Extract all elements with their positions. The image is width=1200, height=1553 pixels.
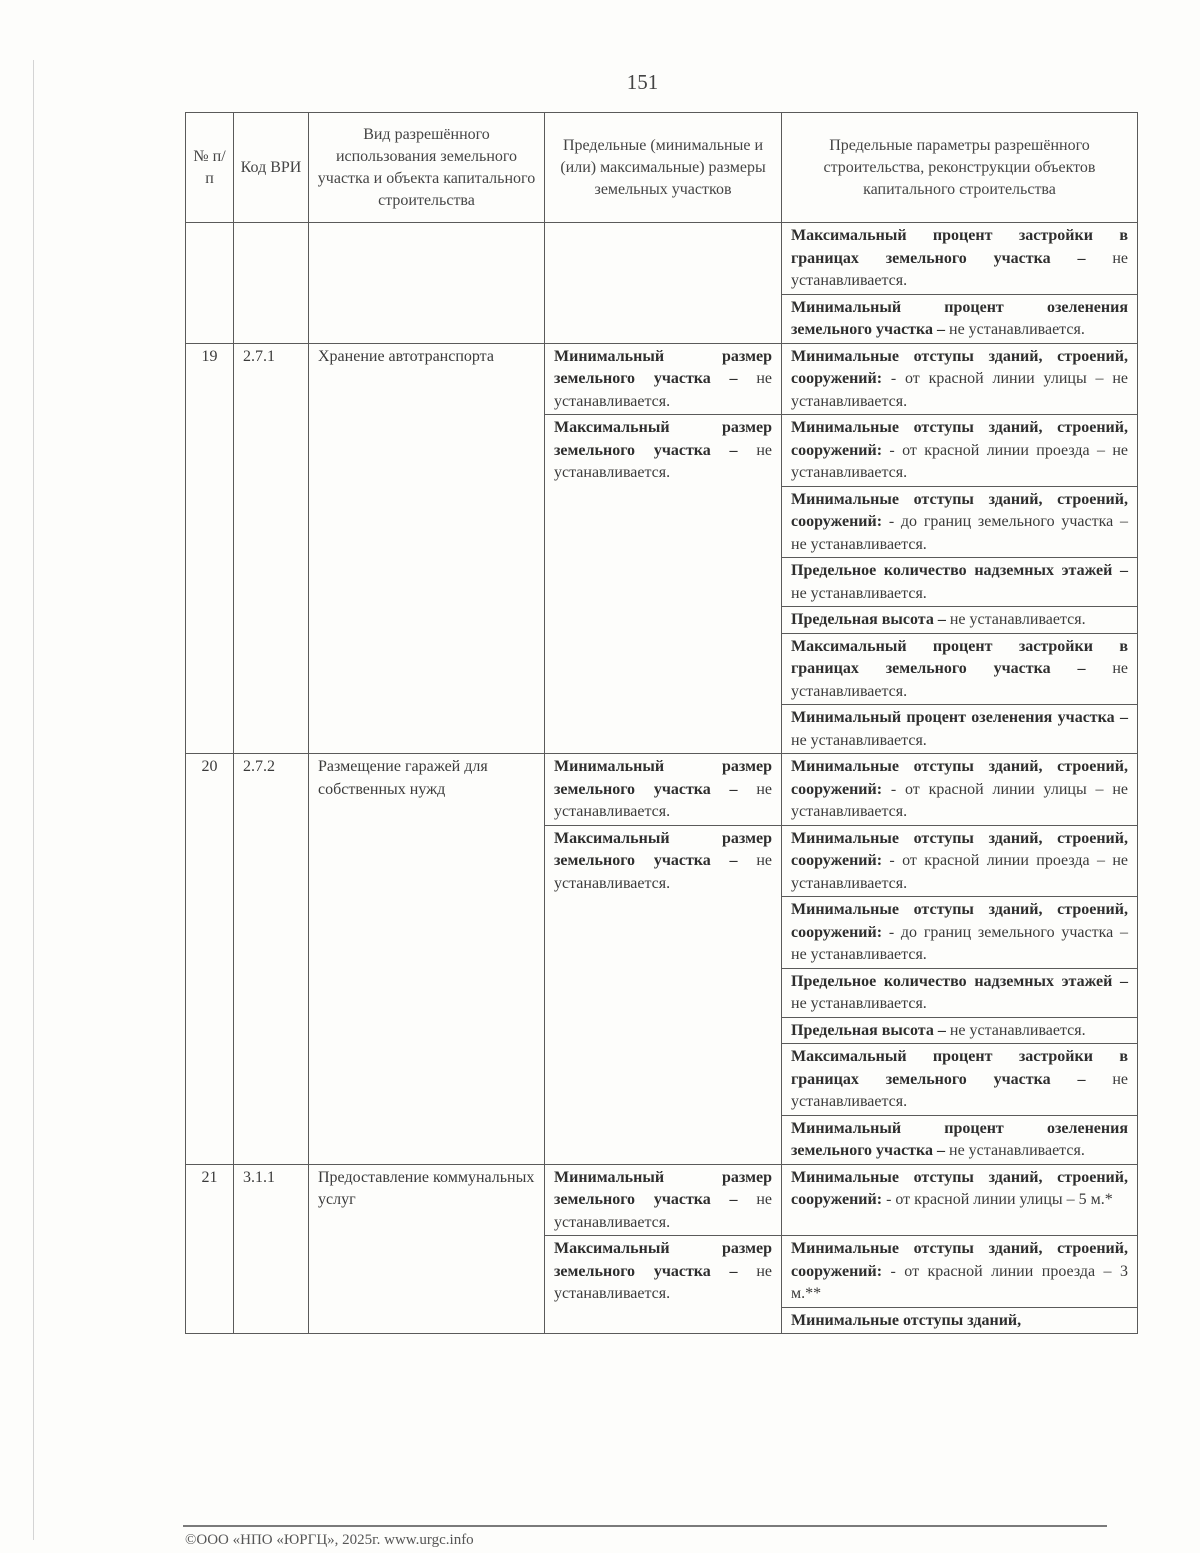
cell-plot-size	[545, 223, 782, 344]
cell-param: Максимальный процент застройки в границах земельного участка – не устанавливается.	[782, 223, 1138, 295]
cell-number: 21	[186, 1164, 234, 1334]
cell-use-kind	[309, 223, 545, 344]
cell-number: 20	[186, 754, 234, 1165]
cell-number	[186, 223, 234, 344]
margin-line	[33, 60, 34, 1540]
table-row	[186, 754, 1138, 826]
table-row	[186, 1164, 1138, 1236]
header-use-kind: Вид разрешённого использования земельного участка и объекта капитального строительства	[309, 113, 545, 223]
cell-plot-size: Минимальный размер земельного участка – не устанавливается.	[545, 343, 782, 415]
cell-param: Предельное количество надземных этажей – не устанавливается.	[782, 558, 1138, 607]
cell-code: 2.7.2	[234, 754, 309, 1165]
header-code: Код ВРИ	[234, 113, 309, 223]
cell-param: Предельная высота – не устанавливается.	[782, 607, 1138, 634]
header-plot-sizes: Предельные (минимальные и (или) максимальные) размеры земельных участков	[545, 113, 782, 223]
cell-plot-size: Максимальный размер земельного участка – не устанавливается.	[545, 1236, 782, 1334]
cell-param: Минимальные отступы зданий, строений, сооружений: - от красной линии улицы – не устанавливается.	[782, 343, 1138, 415]
table-header-row	[186, 113, 1138, 223]
cell-code: 2.7.1	[234, 343, 309, 754]
cell-param: Минимальный процент озеленения участка – не устанавливается.	[782, 705, 1138, 754]
cell-code: 3.1.1	[234, 1164, 309, 1334]
cell-param: Минимальные отступы зданий,	[782, 1307, 1138, 1334]
land-use-table	[185, 112, 1138, 1334]
cell-use-kind: Хранение автотранспорта	[309, 343, 545, 754]
cell-param: Минимальные отступы зданий, строений, сооружений: - от красной линии улицы – 5 м.*	[782, 1164, 1138, 1236]
cell-param: Минимальный процент озеленения земельного участка – не устанавливается.	[782, 1115, 1138, 1164]
footer-rule	[183, 1525, 1107, 1527]
cell-plot-size: Минимальный размер земельного участка – не устанавливается.	[545, 754, 782, 826]
cell-number: 19	[186, 343, 234, 754]
header-construction-params: Предельные параметры разрешённого строительства, реконструкции объектов капитального строительства	[782, 113, 1138, 223]
header-number: № п/п	[186, 113, 234, 223]
table-row	[186, 223, 1138, 295]
cell-param: Минимальные отступы зданий, строений, сооружений: - до границ земельного участка – не устанавливается.	[782, 486, 1138, 558]
cell-param: Минимальные отступы зданий, строений, сооружений: - от красной линии проезда – не устанавливается.	[782, 415, 1138, 487]
cell-param: Минимальный процент озеленения земельного участка – не устанавливается.	[782, 294, 1138, 343]
cell-param: Минимальные отступы зданий, строений, сооружений: - до границ земельного участка – не устанавливается.	[782, 897, 1138, 969]
footer-copyright: ©ООО «НПО «ЮРГЦ», 2025г. www.urgc.info	[185, 1532, 474, 1548]
cell-plot-size: Максимальный размер земельного участка – не устанавливается.	[545, 415, 782, 754]
page-number: 151	[626, 70, 659, 94]
cell-param: Минимальные отступы зданий, строений, сооружений: - от красной линии проезда – не устанавливается.	[782, 825, 1138, 897]
cell-param: Максимальный процент застройки в границах земельного участка – не устанавливается.	[782, 633, 1138, 705]
cell-plot-size: Минимальный размер земельного участка – не устанавливается.	[545, 1164, 782, 1236]
cell-param: Максимальный процент застройки в границах земельного участка – не устанавливается.	[782, 1044, 1138, 1116]
cell-use-kind: Предоставление коммунальных услуг	[309, 1164, 545, 1334]
cell-param: Предельная высота – не устанавливается.	[782, 1017, 1138, 1044]
cell-param: Минимальные отступы зданий, строений, сооружений: - от красной линии проезда – 3 м.**	[782, 1236, 1138, 1308]
cell-plot-size: Максимальный размер земельного участка – не устанавливается.	[545, 825, 782, 1164]
cell-param: Предельное количество надземных этажей – не устанавливается.	[782, 968, 1138, 1017]
cell-use-kind: Размещение гаражей для собственных нужд	[309, 754, 545, 1165]
cell-param: Минимальные отступы зданий, строений, сооружений: - от красной линии улицы – не устанавливается.	[782, 754, 1138, 826]
table-row	[186, 343, 1138, 415]
cell-code	[234, 223, 309, 344]
